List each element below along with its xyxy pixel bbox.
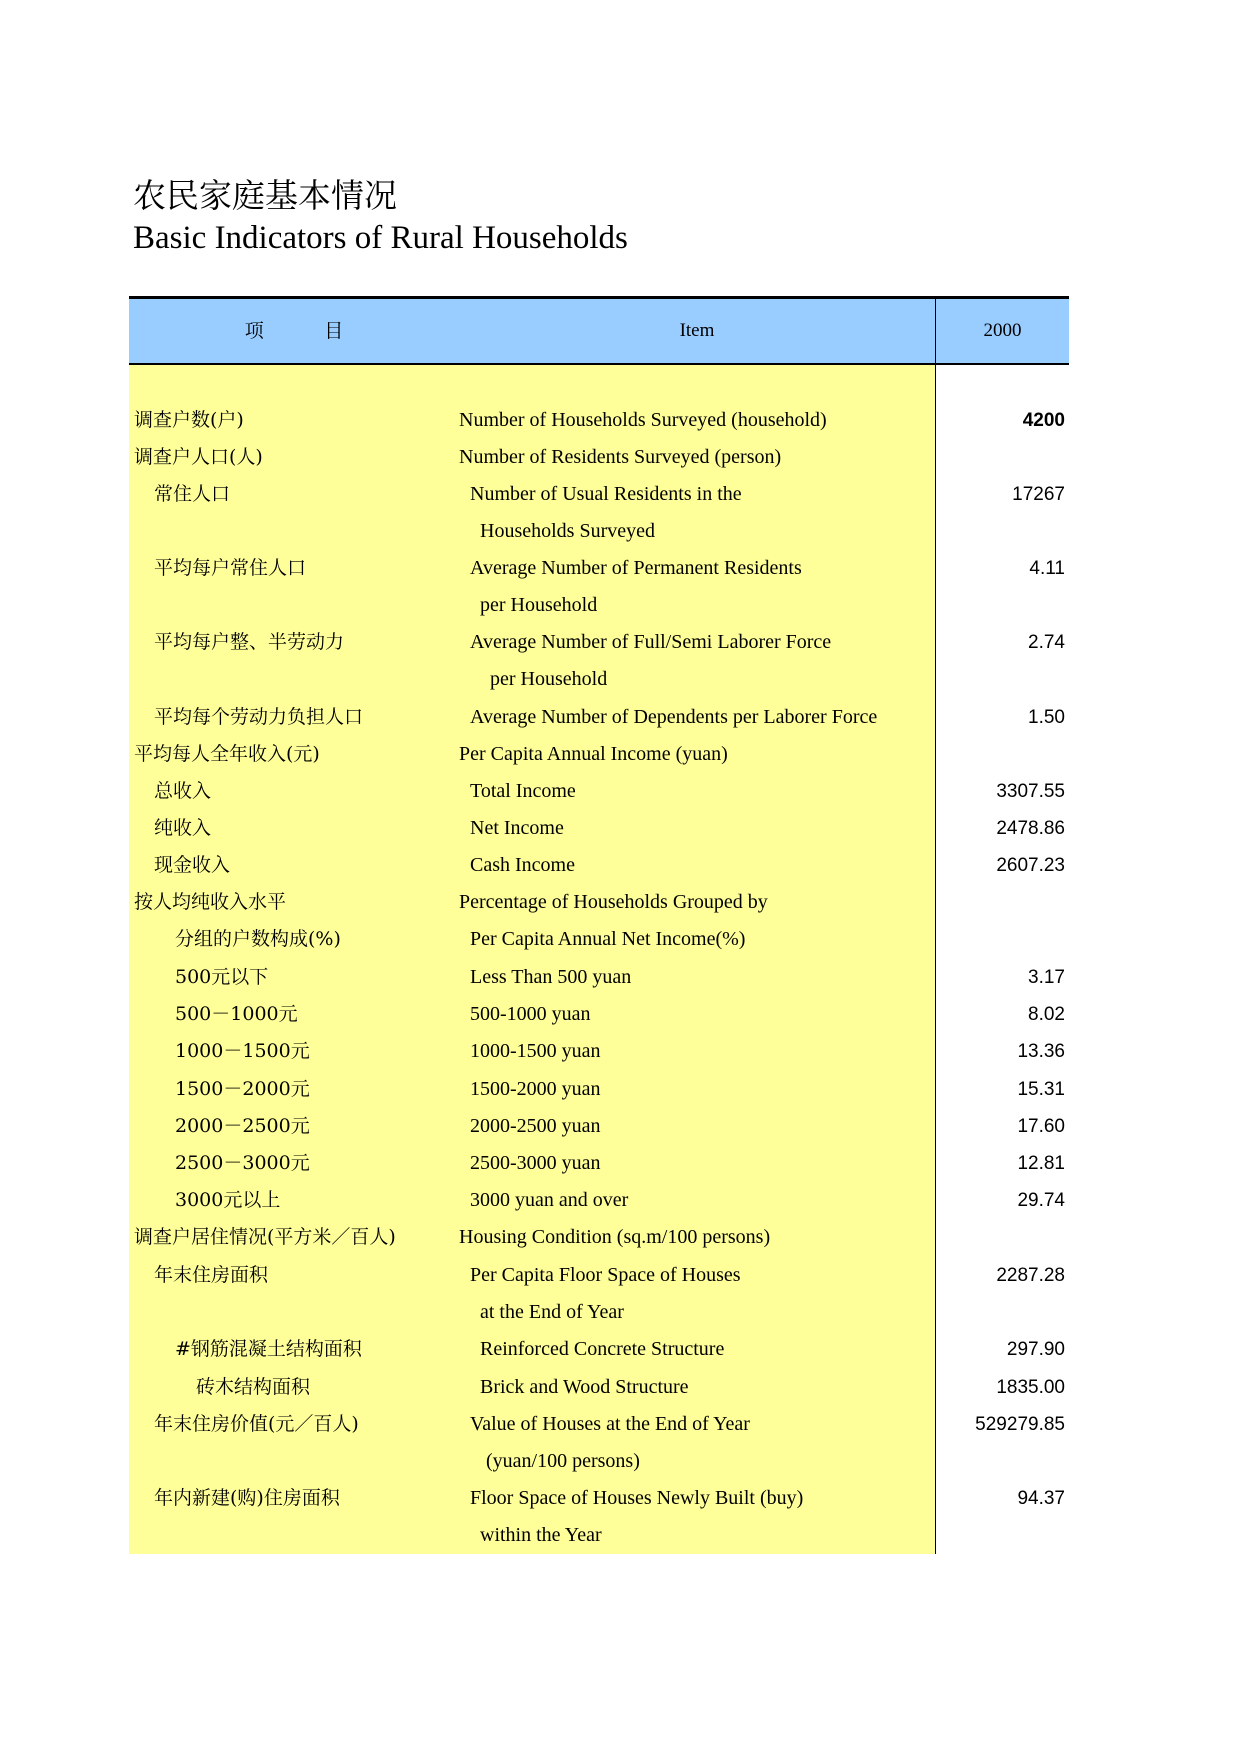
row-label-en: Value of Houses at the End of Year <box>470 1413 750 1435</box>
row-value: 2607.23 <box>996 855 1065 876</box>
table-row <box>129 884 1069 921</box>
row-value: 94.37 <box>1017 1488 1065 1509</box>
row-label-en: Less Than 500 yuan <box>470 966 632 988</box>
row-label-en: Reinforced Concrete Structure <box>480 1338 725 1360</box>
row-label-cn: 500－1000元 <box>175 1003 298 1025</box>
table-row <box>129 1369 1069 1406</box>
table-row <box>129 996 1069 1033</box>
row-value: 2287.28 <box>996 1265 1065 1286</box>
row-label-cn: 年内新建(购)住房面积 <box>154 1487 340 1509</box>
row-label-en: at the End of Year <box>480 1301 624 1323</box>
table-row <box>129 1294 1069 1331</box>
table-row <box>129 1331 1069 1368</box>
page-title-en: Basic Indicators of Rural Households <box>133 220 628 256</box>
row-label-en: Per Capita Annual Net Income(%) <box>470 928 746 950</box>
table-row <box>129 1517 1069 1554</box>
table-row <box>129 959 1069 996</box>
table-row <box>129 810 1069 847</box>
table-row <box>129 1480 1069 1517</box>
row-label-cn: 调查户数(户) <box>134 409 244 431</box>
row-label-cn: 2500－3000元 <box>175 1152 310 1174</box>
row-label-en: Average Number of Dependents per Laborer Force <box>470 706 878 728</box>
row-label-cn: 调查户居住情况(平方米／百人) <box>134 1226 396 1248</box>
indicator-table <box>129 296 1069 1554</box>
table-row <box>129 921 1069 958</box>
row-label-en: Net Income <box>470 817 564 839</box>
table-row <box>129 587 1069 624</box>
row-label-cn: 分组的户数构成(%) <box>175 928 341 950</box>
table-row <box>129 1033 1069 1070</box>
row-label-en: Housing Condition (sq.m/100 persons) <box>459 1226 771 1248</box>
row-label-cn: 现金收入 <box>154 854 231 876</box>
table-row <box>129 773 1069 810</box>
row-value: 1.50 <box>1028 707 1065 728</box>
table-row <box>129 1219 1069 1256</box>
table-row <box>129 699 1069 736</box>
row-value: 13.36 <box>1017 1041 1065 1062</box>
row-label-en: Number of Residents Surveyed (person) <box>459 446 782 468</box>
row-label-cn: 砖木结构面积 <box>196 1376 311 1398</box>
table-row <box>129 661 1069 698</box>
row-label-en: per Household <box>490 668 608 690</box>
row-label-cn: 调查户人口(人) <box>134 446 263 468</box>
table-row <box>129 1071 1069 1108</box>
row-value: 297.90 <box>1006 1339 1065 1360</box>
row-label-en: Percentage of Households Grouped by <box>459 891 768 913</box>
table-row <box>129 439 1069 476</box>
row-value: 1835.00 <box>996 1377 1065 1398</box>
row-label-cn: 纯收入 <box>154 817 212 839</box>
table-row <box>129 513 1069 550</box>
row-label-cn: 500元以下 <box>175 966 269 988</box>
table-row <box>129 624 1069 661</box>
row-label-cn: 总收入 <box>154 780 212 802</box>
row-value: 17.60 <box>1017 1116 1065 1137</box>
row-label-cn: 1000－1500元 <box>175 1040 310 1062</box>
row-value: 17267 <box>1012 484 1065 505</box>
row-value: 2478.86 <box>996 818 1065 839</box>
row-value: 2.74 <box>1028 632 1065 653</box>
row-label-cn: 3000元以上 <box>175 1189 281 1211</box>
table-row <box>129 1257 1069 1294</box>
row-label-en: Floor Space of Houses Newly Built (buy) <box>470 1487 804 1509</box>
table-row <box>129 550 1069 587</box>
row-label-en: per Household <box>480 594 598 616</box>
header-year: 2000 <box>983 320 1022 341</box>
row-label-cn: 2000－2500元 <box>175 1115 310 1137</box>
row-label-en: 2500-3000 yuan <box>470 1152 601 1174</box>
table-row <box>129 1443 1069 1480</box>
table-row <box>129 1182 1069 1219</box>
row-label-en: Brick and Wood Structure <box>480 1376 689 1398</box>
row-value: 12.81 <box>1017 1153 1065 1174</box>
row-label-en: Number of Usual Residents in the <box>470 483 742 505</box>
row-label-en: 1000-1500 yuan <box>470 1040 601 1062</box>
row-label-en: within the Year <box>480 1524 602 1546</box>
page-title-cn: 农民家庭基本情况 <box>133 176 397 215</box>
header-item-en: Item <box>679 320 715 341</box>
row-label-en: (yuan/100 persons) <box>486 1450 640 1472</box>
row-label-en: Total Income <box>470 780 576 802</box>
row-value: 3307.55 <box>996 781 1065 802</box>
row-value: 4200 <box>1022 410 1065 431</box>
row-label-cn: 常住人口 <box>154 483 231 505</box>
row-label-cn: 平均每户常住人口 <box>154 557 307 579</box>
row-label-cn: 平均每人全年收入(元) <box>134 743 320 765</box>
table-row <box>129 1108 1069 1145</box>
table-row <box>129 847 1069 884</box>
row-label-en: 1500-2000 yuan <box>470 1078 601 1100</box>
table-row <box>129 1406 1069 1443</box>
header-item-cn: 项 目 <box>244 320 344 342</box>
row-label-en: Average Number of Permanent Residents <box>470 557 802 579</box>
row-label-cn: 1500－2000元 <box>175 1078 310 1100</box>
row-label-en: Cash Income <box>470 854 575 876</box>
table-row <box>129 736 1069 773</box>
table-row <box>129 476 1069 513</box>
row-value: 529279.85 <box>975 1414 1065 1435</box>
row-label-cn: 年末住房面积 <box>154 1264 269 1286</box>
row-label-en: 3000 yuan and over <box>470 1189 629 1211</box>
row-value: 29.74 <box>1017 1190 1065 1211</box>
row-value: 15.31 <box>1017 1079 1065 1100</box>
table-row <box>129 402 1069 439</box>
row-label-en: 500-1000 yuan <box>470 1003 591 1025</box>
row-label-cn: 年末住房价值(元／百人) <box>154 1413 359 1435</box>
row-label-cn: 平均每个劳动力负担人口 <box>154 706 364 728</box>
row-label-en: Households Surveyed <box>480 520 655 542</box>
row-label-en: Average Number of Full/Semi Laborer Force <box>470 631 832 653</box>
row-label-cn: 按人均纯收入水平 <box>134 891 287 913</box>
row-label-cn: #钢筋混凝土结构面积 <box>175 1338 362 1360</box>
row-label-en: Per Capita Annual Income (yuan) <box>459 743 728 765</box>
row-value: 8.02 <box>1028 1004 1065 1025</box>
row-label-cn: 平均每户整、半劳动力 <box>154 631 345 653</box>
row-label-en: Per Capita Floor Space of Houses <box>470 1264 741 1286</box>
row-value: 4.11 <box>1029 558 1065 579</box>
row-label-en: 2000-2500 yuan <box>470 1115 601 1137</box>
row-label-en: Number of Households Surveyed (household) <box>459 409 827 431</box>
row-value: 3.17 <box>1028 967 1065 988</box>
table-row <box>129 1145 1069 1182</box>
